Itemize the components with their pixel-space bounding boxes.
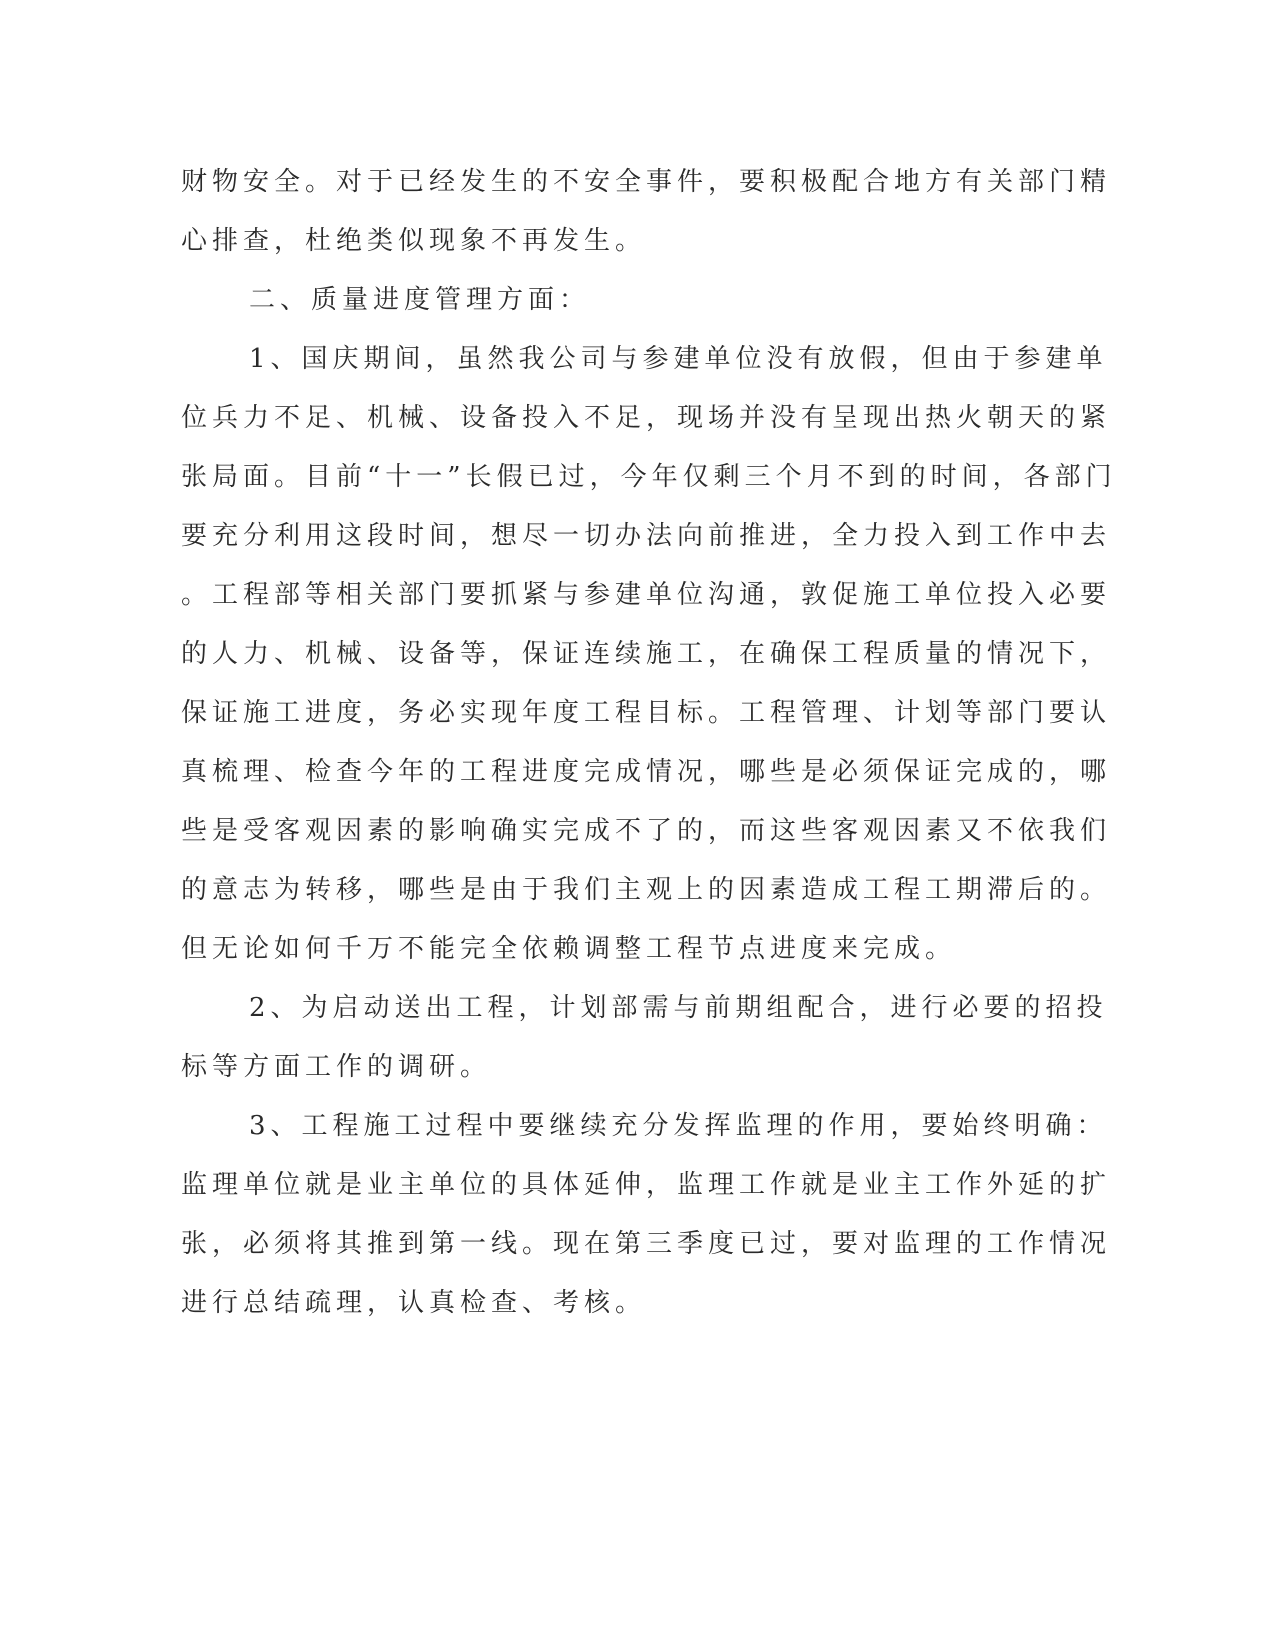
text-line: 保证施工进度，务必实现年度工程目标。工程管理、计划等部门要认 [181, 698, 1112, 728]
text-line: 真梳理、检查今年的工程进度完成情况，哪些是必须保证完成的，哪 [181, 757, 1112, 787]
text-line: 但无论如何千万不能完全依赖调整工程节点进度来完成。 [181, 934, 957, 964]
text-line: 进行总结疏理，认真检查、考核。 [181, 1288, 647, 1318]
text-line: 的人力、机械、设备等，保证连续施工，在确保工程质量的情况下， [181, 639, 1112, 669]
text-line: 3、工程施工过程中要继续充分发挥监理的作用，要始终明确： [249, 1111, 1108, 1141]
text-line: 些是受客观因素的影响确实完成不了的，而这些客观因素又不依我们 [181, 816, 1112, 846]
text-line: 标等方面工作的调研。 [181, 1052, 492, 1082]
section-heading: 二、质量进度管理方面： [249, 285, 591, 315]
text-line: 位兵力不足、机械、设备投入不足，现场并没有呈现出热火朝天的紧 [181, 403, 1112, 433]
text-line: 要充分利用这段时间，想尽一切办法向前推进，全力投入到工作中去 [181, 521, 1112, 551]
text-line: 的意志为转移，哪些是由于我们主观上的因素造成工程工期滞后的。 [181, 875, 1112, 905]
document-body [181, 153, 1117, 1333]
text-line: 张局面。目前“十一”长假已过，今年仅剩三个月不到的时间，各部门 [181, 462, 1117, 492]
text-line: 。工程部等相关部门要抓紧与参建单位沟通，敦促施工单位投入必要 [181, 580, 1112, 610]
text-line: 监理单位就是业主单位的具体延伸，监理工作就是业主工作外延的扩 [181, 1170, 1112, 1200]
text-line: 2、为启动送出工程，计划部需与前期组配合，进行必要的招投 [249, 993, 1108, 1023]
text-line: 1、国庆期间，虽然我公司与参建单位没有放假，但由于参建单 [249, 344, 1108, 374]
text-line: 张，必须将其推到第一线。现在第三季度已过，要对监理的工作情况 [181, 1229, 1112, 1259]
text-line: 财物安全。对于已经发生的不安全事件，要积极配合地方有关部门精 [181, 167, 1112, 197]
text-line: 心排查，杜绝类似现象不再发生。 [181, 226, 647, 256]
